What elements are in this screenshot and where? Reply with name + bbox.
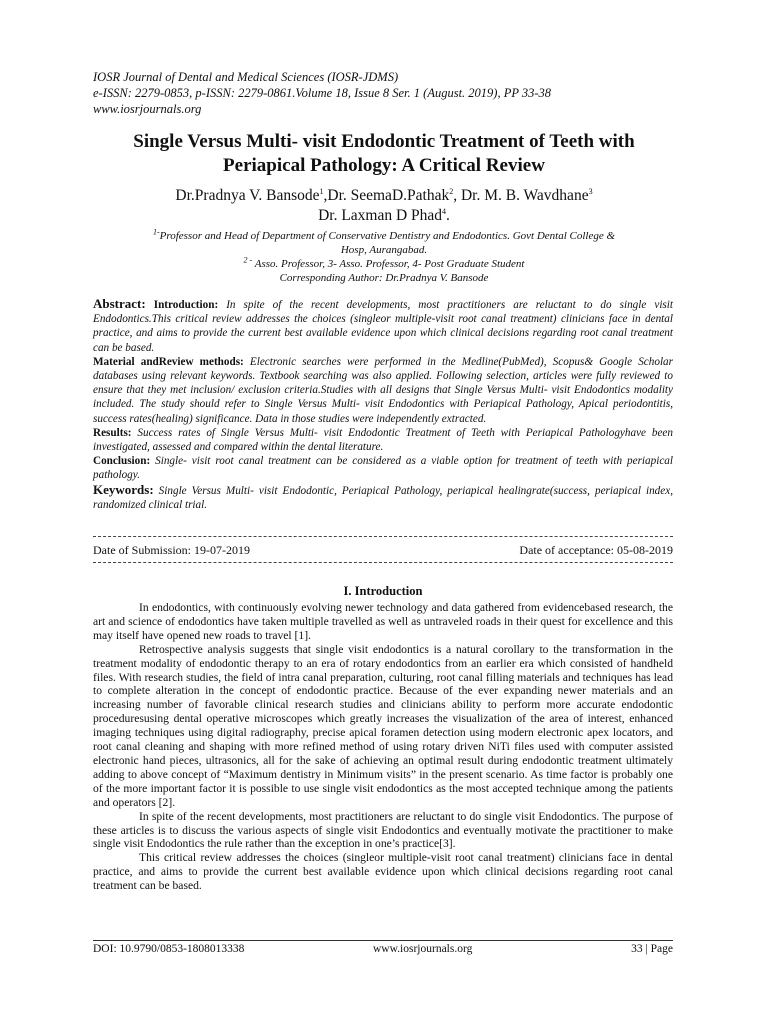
abstract-results-label: Results: — [93, 426, 132, 439]
author-4: Dr. Laxman D Phad — [318, 207, 443, 224]
abstract-conclusion: Single- visit root canal treatment can be considered as a viable option for treatment of teeth with periapical pathology. — [93, 455, 673, 482]
corresponding-author: Corresponding Author: Dr.Pradnya V. Bansode — [279, 272, 489, 284]
paper-title — [60, 130, 708, 178]
affiliation-1 — [90, 229, 678, 243]
affiliation-1-marker: 1- — [152, 227, 160, 237]
introduction-body — [93, 601, 673, 893]
journal-issn: e-ISSN: 2279-0853, p-ISSN: 2279-0861.Volume 18, Issue 8 Ser. 1 (August. 2019), PP 33-38 — [93, 86, 552, 100]
footer-page-number: 33 | Page — [631, 943, 673, 955]
author-end: . — [446, 207, 450, 224]
affiliation-2 — [90, 257, 678, 271]
paragraph-2: Retrospective analysis suggests that single visit endodontics is a natural corollary to the transformation in the treatment modality of endodontic therapy to an era of rotary endodontics from an earlier era which consisted of handheld files. With research studies, the field of intra canal preparation, culturing, root canal filling materials and techniques has lead to complete alteration in the concept of endodontic practice. Because of the ever expanding newer materials and an increasing number of favorable clinical research studies and clinicians ability to perform more accurate endodontic proceduresusing dental operative microscopes which greatly increases the visualization of the area of interest, enhanced imaging techniques using digital radiography, precise apical foramen detection using modern electronic apex locators, and root canal cleaning and shaping with more refined method of using rotary driven NiTi files used with computer assisted electronic hand pieces, ultrasonics, all for the sake of achieving an optimal result during endodontic treatment ultimately adding to above concept of “Maximum dentistry in Minimum visits” in the present scenario. As time factor is probably one of the more important factor it is possible to use single visit endodontics as the most accepted technique among the patients and operators [2]. — [93, 642, 673, 809]
title-line-2: Periapical Pathology: A Critical Review — [223, 155, 545, 176]
affiliation-2-marker: 2 - — [243, 255, 253, 265]
author-2-marker: 2 — [449, 186, 454, 196]
affiliation-2-text: Asso. Professor, 3- Asso. Professor, 4- Post Graduate Student — [252, 258, 525, 270]
journal-name: IOSR Journal of Dental and Medical Sciences (IOSR-JDMS) — [93, 70, 399, 84]
affiliation-1-text: Professor and Head of Department of Conservative Dentistry and Endodontics. Govt Dental College & — [159, 230, 616, 242]
section-heading: I. Introduction — [343, 584, 423, 598]
footer-doi: DOI: 10.9790/0853-1808013338 — [93, 943, 245, 955]
footer-site: www.iosrjournals.org — [373, 943, 473, 955]
affiliations — [90, 229, 678, 285]
author-3: , Dr. M. B. Wavdhane — [453, 187, 589, 204]
divider-bottom — [93, 562, 673, 563]
abstract-conclusion-label: Conclusion: — [93, 455, 151, 468]
author-list — [60, 186, 708, 226]
paragraph-3: In spite of the recent developments, most practitioners are reluctant to do single visit Endodontics. The purpose of these articles is to discuss the various aspects of single visit Endodontics and eventually motivate the practitioner to make single visit Endodontics the rule rather than the exception in one’s practice[3]. — [93, 809, 673, 851]
keywords-label: Keywords: — [93, 481, 154, 497]
author-4-marker: 4 — [442, 206, 447, 216]
abstract-methods-label: Material andReview methods: — [93, 355, 244, 368]
acceptance-date: Date of acceptance: 05-08-2019 — [519, 543, 673, 557]
dates-row — [93, 543, 673, 557]
abstract-intro-label: Introduction: — [153, 299, 219, 311]
author-3-marker: 3 — [588, 186, 593, 196]
paragraph-4: This critical review addresses the choices (singleor multiple-visit root canal treatment) clinicians face in dental practice, and aims to provide the current best available evidence upon which clinical decisions regarding root canal treatment can be based. — [93, 851, 673, 893]
abstract — [93, 297, 673, 512]
divider-top — [93, 536, 673, 537]
paragraph-1: In endodontics, with continuously evolving newer technology and data gathered from evidencebased research, the art and science of endodontics have taken multiple travelled as well as untraveled roads in their quest for excellence and this may itself have opened new roads to travel [1]. — [93, 601, 673, 642]
abstract-results: Success rates of Single Versus Multi- visit Endodontic Treatment of Teeth with Periapical Pathologyhave been investigated, assessed and compared within the dental literature. — [93, 426, 673, 454]
authors-line-1 — [60, 186, 708, 206]
authors-line-2 — [60, 206, 708, 226]
author-1-marker: 1 — [319, 186, 324, 196]
footer-rule — [93, 940, 673, 941]
abstract-intro: In spite of the recent developments, most practitioners are reluctant to do single visit Endodontics.This critical review addresses the choices (singleor multiple-visit root canal treatment) clinicians face in dental practice, and aims to provide the current best available evidence upon which clinical decisions regarding root canal treatment can be based. — [93, 299, 673, 354]
author-1: Dr.Pradnya V. Bansode — [175, 187, 320, 204]
abstract-methods: Electronic searches were performed in the Medline(PubMed), Scopus& Google Scholar databases using relevant keywords. Textbook searching was also applied. Following selection, articles were fully reviewed to ensure that they met inclusion/ exclusion criteria.Studies with all designs that Single Versus Multi- visit Endodontics modality included. The study should refer to Single Versus Multi- visit Endodontics with Periapical Pathology, Apical periodontitis, success rates(healing) significance. Data in those studies were independently extracted. — [93, 355, 674, 425]
journal-url: www.iosrjournals.org — [93, 102, 202, 116]
affiliation-1-cont: Hosp, Aurangabad. — [340, 244, 428, 256]
author-2: ,Dr. SeemaD.Pathak — [323, 187, 450, 204]
keywords: Single Versus Multi- visit Endodontic, Periapical Pathology, periapical healingrate(success, periapical index, randomized clinical trial. — [93, 484, 673, 511]
abstract-label: Abstract: — [93, 296, 146, 311]
title-line-1: Single Versus Multi- visit Endodontic Treatment of Teeth with — [133, 131, 635, 152]
submission-date: Date of Submission: 19-07-2019 — [93, 543, 250, 557]
